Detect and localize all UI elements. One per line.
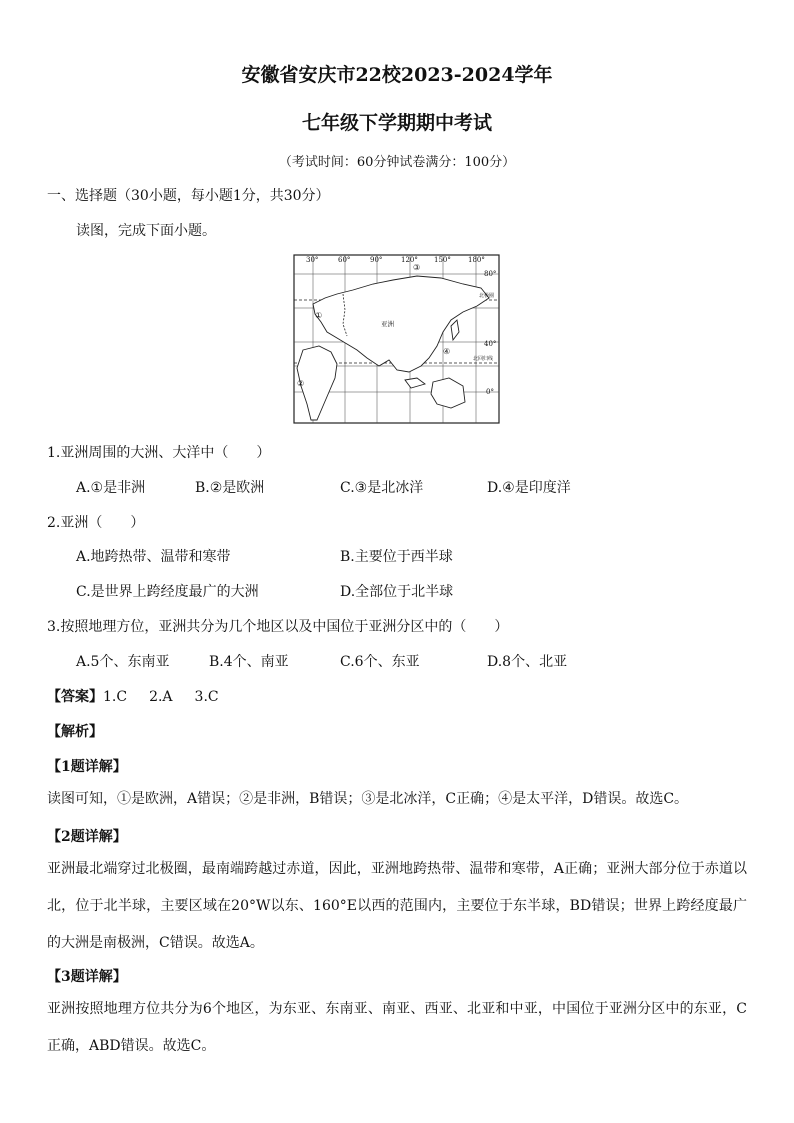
- detail-3-text: 亚洲按照地理方位共分为6个地区，为东亚、东南亚、南亚、西亚、北亚和中亚，中国位于亚洲分区中的东亚，C正确，ABD错误。故选C。: [47, 1001, 747, 1054]
- answer-label: 【答案】: [47, 689, 103, 705]
- document-title: 安徽省安庆市22校2023-2024学年: [241, 64, 553, 86]
- section-intro: 读图，完成下面小题。: [76, 223, 216, 239]
- marker-1: ①: [315, 311, 323, 320]
- detail-2-label: 【2题详解】: [47, 829, 127, 845]
- question-2-option-c: C.是世界上跨经度最广的大洲: [76, 584, 259, 600]
- lat-label: 0°: [486, 388, 494, 396]
- detail-2-text: 亚洲最北端穿过北极圈，最南端跨越过赤道，因此，亚洲地跨热带、温带和寒带，A正确；亚洲大部分位于赤道以北，位于北半球，主要区域在20°W以东、160°E以西的范围内，主要位于东半球，BD错误；世界上跨经度最广的大洲是南极洲，C错误。故选A。: [47, 861, 747, 951]
- section-heading: 一、选择题（30小题，每小题1分，共30分）: [47, 188, 330, 204]
- question-2-option-a: A.地跨热带、温带和寒带: [76, 549, 231, 565]
- question-3-option-d: D.8个、北亚: [487, 654, 568, 670]
- detail-1-label: 【1题详解】: [47, 759, 127, 775]
- detail-1-text: 读图可知，①是欧洲，A错误；②是非洲，B错误；③是北冰洋，C正确；④是太平洋，D错误。故选C。: [47, 791, 689, 807]
- line-label: 北极圈: [479, 293, 495, 299]
- answer-value-3: 3.C: [194, 689, 219, 705]
- lat-label: 40°: [484, 340, 497, 348]
- question-1-option-b: B.②是欧洲: [195, 480, 265, 496]
- question-1-option-c: C.③是北冰洋: [340, 480, 424, 496]
- marker-2: ②: [297, 379, 305, 388]
- detail-3-label: 【3题详解】: [47, 969, 127, 985]
- question-2-option-b: B.主要位于西半球: [340, 549, 453, 565]
- question-3-option-c: C.6个、东亚: [340, 654, 420, 670]
- question-3-option-b: B.4个、南亚: [209, 654, 289, 670]
- marker-4: ④: [443, 347, 451, 356]
- marker-3: ③: [413, 263, 421, 272]
- lon-label: 180°: [468, 256, 485, 264]
- question-2-stem: 2.亚洲（ ）: [47, 515, 145, 531]
- question-3-stem: 3.按照地理方位，亚洲共分为几个地区以及中国位于亚洲分区中的（ ）: [47, 619, 509, 635]
- lon-label: 90°: [370, 256, 383, 264]
- question-1-stem: 1.亚洲周围的大洲、大洋中（ ）: [47, 445, 271, 461]
- document-subtitle: 七年级下学期期中考试: [301, 112, 492, 134]
- lat-label: 80°: [484, 270, 497, 278]
- lon-label: 150°: [434, 256, 451, 264]
- lon-label: 60°: [338, 256, 351, 264]
- answer-row: [47, 686, 219, 706]
- asia-map-figure: [293, 254, 500, 424]
- question-3-option-a: A.5个、东南亚: [76, 654, 170, 670]
- question-1-option-d: D.④是印度洋: [487, 480, 571, 496]
- question-2-option-d: D.全部位于北半球: [340, 584, 454, 600]
- line-label: 北回归线: [473, 356, 494, 362]
- exam-info: （考试时间：60分钟试卷满分：100分）: [278, 155, 516, 170]
- answer-value-1: 1.C: [103, 689, 128, 705]
- question-1-option-a: A.①是非洲: [76, 480, 146, 496]
- lon-label: 120°: [401, 256, 418, 264]
- answer-value-2: 2.A: [149, 689, 173, 705]
- lon-label: 30°: [306, 256, 319, 264]
- analysis-label: 【解析】: [47, 724, 103, 740]
- region-label: 亚洲: [381, 320, 394, 328]
